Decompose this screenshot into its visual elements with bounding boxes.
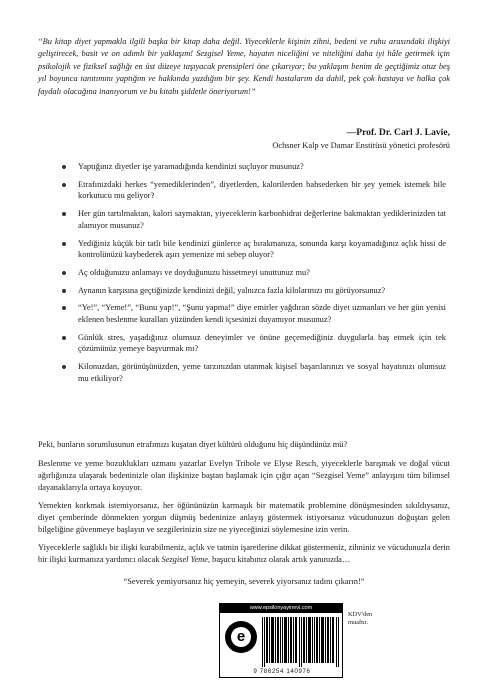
endorser-role: Ochsner Kalp ve Damar Enstitüsü yönetici profesörü [272, 141, 450, 150]
question-list [58, 161, 446, 391]
publisher-url: www.epsilonyayinevi.com [220, 604, 342, 613]
paragraph-invitation: Yemekten korkmak istemiyorsanız, her öğününüzün karmaşık bir matematik problemine dönüşmesinden sıkıldıysanız, diyet çemberinde dönmekten yorgun düşmüş bedeninize anlayış göstermek istiyorsanız vücudunuzun doğuştan gelen bilgeliğine güvenmeye başlayın ve sezgilerinizin size ne yiyeceğinizi söylemesine izin verin. [38, 501, 450, 534]
paragraph-question: Peki, bunların sorumlusunun etrafımızı kuşatan diyet kültürü olduğunu hiç düşündünüz mü? [38, 440, 348, 449]
endorsement-quote: “Bu kitap diyet yapmakla ilgili başka bir kitap daha değil. Yiyeceklerle kişinin zihni, bedeni ve ruhu arasındaki ilişkiyi geliştirecek, basit ve on adımlı bir yaklaşım! Sezgisel Yeme, hayatın niceliğini ve niteliğini daha iyi hâle getirmek için psikolojik ve fiziksel sağlığı en üst düzeye taşıyacak prensipleri öne çıkarıyor; bu yaklaşım benim de geçtiğimiz otuz beş yıl boyunca tanıtımını yaptığım ve hakkında yazdığım bir şey. Kendi hastalarım da dahil, pek çok hastaya ve halka çok faydalı olacağına inanıyorum ve bu kitabı şiddetle öneriyorum!” [38, 37, 450, 96]
paragraph-conclusion: Yiyeceklerle sağlıklı bir ilişki kurabilmeniz, açlık ve tatmin işaretlerine dikkat göstermeniz, zihniniz ve vücudunuzla derin bir ilişki kurmanıza yardımcı olacak Sezgisel Yeme, başucu kitabınız olarak artık yanınızda… [38, 543, 450, 564]
list-item: “Ye!”, “Yeme!”, “Bunu yap!”, “Şunu yapma!” diye emirler yağdıran sözde diyet uzmanları ve her gün yenisi eklenen beslenme kuralları yüzünden kendi içsesinizi duyamıyor musunuz? [58, 302, 446, 325]
closing-quote: “Severek yemiyorsanız hiç yemeyin, severek yiyorsanız tadını çıkarın!” [123, 577, 365, 586]
publisher-logo-letter: e [231, 627, 251, 647]
bullet-icon [62, 165, 66, 169]
bullet-icon [62, 271, 66, 275]
bullet-icon [62, 336, 66, 340]
list-item: Aç olduğunuzu anlamayı ve doyduğunuzu hissetmeyi unuttunuz mu? [58, 267, 446, 279]
book-title: Sezgisel Yeme [161, 555, 208, 564]
list-item: Her gün tartılmaktan, kalori saymaktan, yiyeceklerin karbonhidrat değerlerine bakmaktan yediklerinizden tat alamıyor musunuz? [58, 208, 446, 231]
bullet-icon [62, 242, 66, 246]
list-item: Aynanın karşısına geçtiğinizde kendinizi değil, yalnızca fazla kilolarınızı mı görüyorsunuz? [58, 285, 446, 297]
paragraph-authors: Beslenme ve yeme bozuklukları uzmanı yazarlar Evelyn Tribole ve Elyse Resch, yiyeceklerle barışmak ve doğal vücut ağırlığınıza ulaşarak bedeninizle olan ilişkinize baştan başlamak için çığır açan “Sezgisel Yeme” anlayışını tüm bilimsel dayanaklarıyla ortaya koyuyor. [38, 459, 450, 492]
list-item: Etrafınızdaki herkes “yemediklerinden”, diyetlerden, kalorilerden bahsederken bir şey yemek istemek bile korkutucu mu geliyor? [58, 179, 446, 202]
list-item: Yaptığınız diyetler işe yaramadığında kendinizi suçluyor musunuz? [58, 161, 446, 173]
list-item: Kilonuzdan, görünüşünüzden, yeme tarzınızdan utanmak kişisel başarılarınızı ve sosyal hayatınızı olumsuz mu etkiliyor? [58, 361, 446, 384]
bullet-icon [62, 306, 66, 310]
publisher-logo [225, 621, 257, 653]
endorser-name: —Prof. Dr. Carl J. Lavie, [346, 127, 450, 138]
bullet-icon [62, 289, 66, 293]
tax-exempt-note: KDV'den muaftır. [348, 611, 373, 627]
bullet-icon [62, 365, 66, 369]
barcode-icon [262, 617, 340, 667]
list-item: Yediğiniz küçük bir tatlı bile kendinizi günlerce aç bırakmanıza, sonunda karşı koyamadığınız açlık hissi de kontrolünüzü kaybederek aşırı yemenize mi sebep oluyor? [58, 238, 446, 261]
list-item: Günlük stres, yaşadığınız olumsuz deneyimler ve önüne geçemediğiniz duygularla baş etmek için tek çözümünüz yemeye başvurmak mı? [58, 332, 446, 355]
isbn-barcode-block [219, 603, 343, 678]
bullet-icon [62, 183, 66, 187]
bullet-icon [62, 212, 66, 216]
isbn-number: 9 786254 140976 [253, 668, 311, 675]
